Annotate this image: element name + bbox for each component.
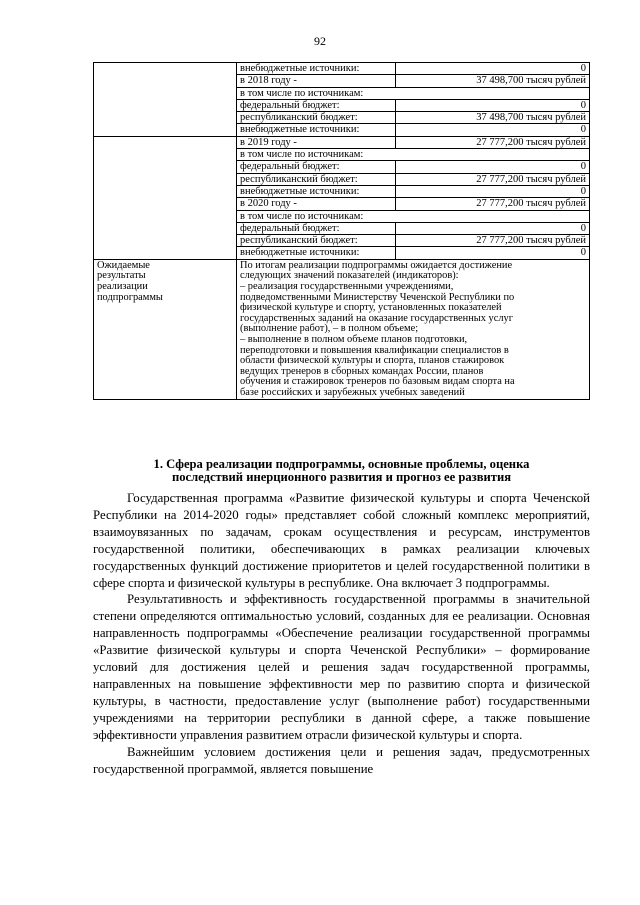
row-label: республиканский бюджет: <box>237 112 396 124</box>
section-heading-line: последствий инерционного развития и прогноз ее развития <box>171 470 512 484</box>
row-value: 27 777,200 тысяч рублей <box>396 235 590 247</box>
row-value: 0 <box>396 99 590 111</box>
row-value: 37 498,700 тысяч рублей <box>396 112 590 124</box>
row-value: 27 777,200 тысяч рублей <box>396 173 590 185</box>
section-body <box>93 490 590 777</box>
row-label: в 2018 году - <box>237 75 396 87</box>
expected-results-text: По итогам реализации подпрограммы ожидается достижение следующих значений показателей (индикаторов): – реализация государственными учреждениями, подведомственными Министерству Чеченской Республики по физической культуре и спорту, установленных показателей государственных заданий на оказание государственных услуг (выполнение работ), – в полном объеме; – выполнение в полном объеме планов подготовки, переподготовки и повышения квалификации специалистов в области физической культуры и спорта, планов стажировок ведущих тренеров в сборных командах России, планов обучения и стажировок тренеров по базовым видам спорта на базе российских и зарубежных учебных заведений <box>237 259 590 400</box>
row-label: в 2020 году - <box>237 198 396 210</box>
paragraph: Результативность и эффективность государственной программы в значительной степени определяются оптимальностью условий, созданных для ее реализации. Основная направленность подпрограммы «Обеспечение реализации государственной программы «Развитие физической культуры и спорта Чеченской Республики» – формирование условий для достижения целей и решения задач государственной программы, направленных на повышение эффективности мер по развитию спорта и физической культуры, в частности, предоставление услуг (выполнение работ) государственными учреждениями на территории республики в данной сфере, а также повышение эффективности управления развитием отрасли физической культуры и спорта. <box>93 592 590 742</box>
row-label: федеральный бюджет: <box>237 99 396 111</box>
expected-results-row <box>94 259 590 400</box>
expected-results-label: Ожидаемые результаты реализации подпрограммы <box>94 259 237 400</box>
table-row <box>94 63 590 75</box>
row-label: в том числе по источникам: <box>237 87 590 99</box>
row-label: внебюджетные источники: <box>237 247 396 259</box>
row-label: республиканский бюджет: <box>237 235 396 247</box>
row-label: внебюджетные источники: <box>237 185 396 197</box>
row-label: в том числе по источникам: <box>237 149 590 161</box>
row-value: 0 <box>396 185 590 197</box>
row-label: внебюджетные источники: <box>237 124 396 136</box>
table-row <box>94 136 590 148</box>
row-value: 0 <box>396 247 590 259</box>
paragraph: Важнейшим условием достижения цели и решения задач, предусмотренных государственной программой, является повышение <box>93 744 590 776</box>
row-value: 0 <box>396 63 590 75</box>
section-heading-line: 1. Сфера реализации подпрограммы, основные проблемы, оценка <box>153 457 530 471</box>
row-label: республиканский бюджет: <box>237 173 396 185</box>
row-value: 0 <box>396 161 590 173</box>
row-label: внебюджетные источники: <box>237 63 396 75</box>
row-value: 27 777,200 тысяч рублей <box>396 136 590 148</box>
empty-cell <box>94 136 237 259</box>
row-value: 37 498,700 тысяч рублей <box>396 75 590 87</box>
row-label: федеральный бюджет: <box>237 222 396 234</box>
section-heading <box>93 458 590 484</box>
funding-table <box>93 62 590 400</box>
paragraph: Государственная программа «Развитие физической культуры и спорта Чеченской Республики на 2014-2020 годы» представляет собой сложный комплекс мероприятий, взаимоувязанных по задачам, срокам осуществления и ресурсам, инструментов государственной политики, обеспечивающих в рамках реализации ключевых государственных функций достижение приоритетов и целей государственной политики в сфере спорта и физической культуры в республике. Она включает 3 подпрограммы. <box>93 491 590 590</box>
row-value: 0 <box>396 124 590 136</box>
empty-cell <box>94 63 237 137</box>
row-value: 0 <box>396 222 590 234</box>
row-label: в том числе по источникам: <box>237 210 590 222</box>
row-value: 27 777,200 тысяч рублей <box>396 198 590 210</box>
page-number: 92 <box>314 34 326 48</box>
row-label: в 2019 году - <box>237 136 396 148</box>
row-label: федеральный бюджет: <box>237 161 396 173</box>
